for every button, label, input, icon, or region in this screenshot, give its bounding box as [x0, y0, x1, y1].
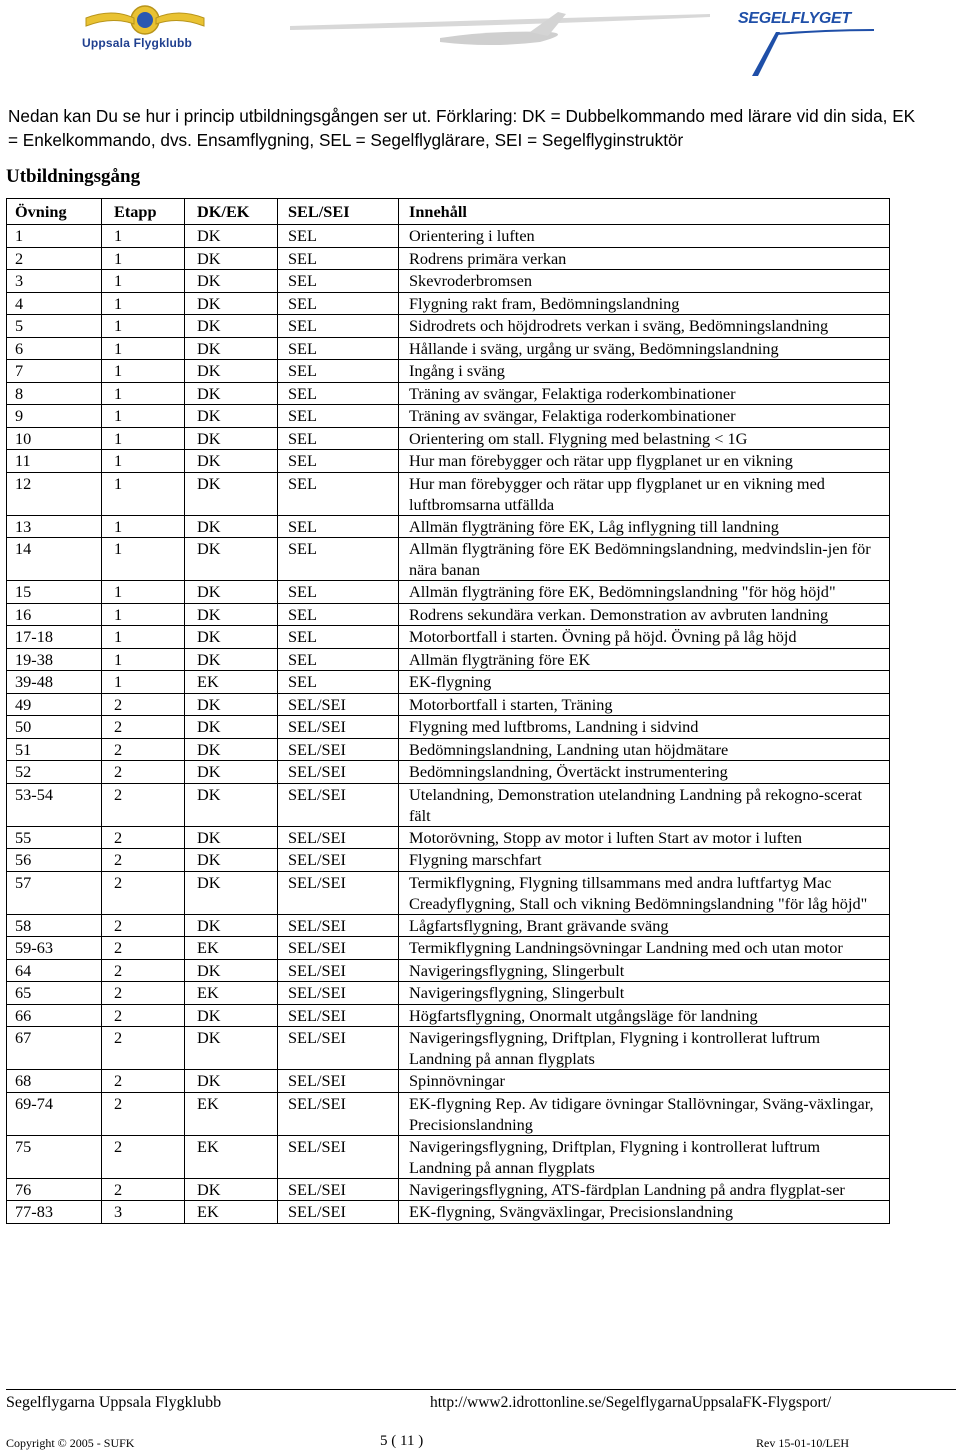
cell-selsei: SEL: [278, 671, 399, 694]
cell-innehall: Orientering i luften: [399, 225, 890, 248]
table-row: [7, 783, 890, 826]
cell-innehall: Navigeringsflygning, Slingerbult: [399, 982, 890, 1005]
cell-innehall: Navigeringsflygning, Driftplan, Flygning i kontrollerat luftrum Landning på annan flygplats: [399, 1135, 890, 1178]
cell-innehall: Bedömningslandning, Övertäckt instrumentering: [399, 761, 890, 784]
cell-ovning: 6: [7, 337, 102, 360]
cell-selsei: SEL: [278, 648, 399, 671]
cell-selsei: SEL: [278, 382, 399, 405]
cell-innehall: Allmän flygträning före EK Bedömningslandning, medvindslin-jen för nära banan: [399, 538, 890, 581]
cell-ovning: 52: [7, 761, 102, 784]
cell-etapp: 1: [102, 382, 185, 405]
uppsala-flygklubb-logo-text: Uppsala Flygklubb: [82, 36, 193, 50]
cell-dkek: DK: [185, 337, 278, 360]
cell-ovning: 57: [7, 871, 102, 914]
cell-ovning: 64: [7, 959, 102, 982]
cell-selsei: SEL: [278, 626, 399, 649]
cell-selsei: SEL/SEI: [278, 783, 399, 826]
cell-ovning: 49: [7, 693, 102, 716]
cell-ovning: 65: [7, 982, 102, 1005]
cell-dkek: DK: [185, 783, 278, 826]
table-row: [7, 1178, 890, 1201]
table-row: [7, 603, 890, 626]
cell-selsei: SEL/SEI: [278, 693, 399, 716]
cell-innehall: Rodrens sekundära verkan. Demonstration av avbruten landning: [399, 603, 890, 626]
cell-dkek: DK: [185, 1027, 278, 1070]
cell-innehall: Hållande i sväng, urgång ur sväng, Bedömningslandning: [399, 337, 890, 360]
cell-selsei: SEL: [278, 538, 399, 581]
cell-ovning: 55: [7, 826, 102, 849]
cell-ovning: 17-18: [7, 626, 102, 649]
cell-dkek: EK: [185, 1092, 278, 1135]
cell-dkek: DK: [185, 826, 278, 849]
cell-innehall: Termikflygning Landningsövningar Landning med och utan motor: [399, 937, 890, 960]
cell-innehall: Sidrodrets och höjdrodrets verkan i sväng, Bedömningslandning: [399, 315, 890, 338]
table-header-row: [7, 199, 890, 225]
cell-etapp: 3: [102, 1201, 185, 1224]
cell-selsei: SEL: [278, 247, 399, 270]
cell-innehall: Motorövning, Stopp av motor i luften Start av motor i luften: [399, 826, 890, 849]
cell-selsei: SEL/SEI: [278, 937, 399, 960]
cell-ovning: 11: [7, 450, 102, 473]
intro-text: Nedan kan Du se hur i princip utbildningsgången ser ut. Förklaring: DK = Dubbelkommando med lärare vid din sida, EK = Enkelkommando, dvs. Ensamflygning, SEL = Segelflyglärare, SEI = Segelflyginstruktör: [8, 106, 916, 150]
header-etapp: Etapp: [102, 199, 185, 225]
footer-url-link[interactable]: http://www2.idrottonline.se/SegelflygarnaUppsalaFK-Flygsport/: [430, 1394, 832, 1411]
cell-dkek: DK: [185, 1004, 278, 1027]
table-row: [7, 937, 890, 960]
cell-dkek: DK: [185, 360, 278, 383]
cell-selsei: SEL/SEI: [278, 1178, 399, 1201]
cell-etapp: 2: [102, 716, 185, 739]
cell-innehall: Allmän flygträning före EK, Låg inflygning till landning: [399, 515, 890, 538]
cell-etapp: 2: [102, 1135, 185, 1178]
cell-innehall: Motorbortfall i starten. Övning på höjd. Övning på låg höjd: [399, 626, 890, 649]
cell-dkek: EK: [185, 937, 278, 960]
cell-ovning: 51: [7, 738, 102, 761]
cell-innehall: Flygning rakt fram, Bedömningslandning: [399, 292, 890, 315]
cell-selsei: SEL: [278, 225, 399, 248]
table-row: [7, 1092, 890, 1135]
cell-dkek: EK: [185, 671, 278, 694]
cell-selsei: SEL/SEI: [278, 849, 399, 872]
cell-dkek: DK: [185, 716, 278, 739]
cell-dkek: DK: [185, 959, 278, 982]
header-innehall: Innehåll: [399, 199, 890, 225]
cell-ovning: 15: [7, 581, 102, 604]
cell-selsei: SEL: [278, 603, 399, 626]
cell-ovning: 66: [7, 1004, 102, 1027]
table-row: [7, 515, 890, 538]
cell-ovning: 75: [7, 1135, 102, 1178]
cell-etapp: 2: [102, 783, 185, 826]
table-row: [7, 914, 890, 937]
cell-dkek: DK: [185, 1070, 278, 1093]
cell-selsei: SEL: [278, 315, 399, 338]
cell-ovning: 5: [7, 315, 102, 338]
cell-innehall: Rodrens primära verkan: [399, 247, 890, 270]
table-row: [7, 270, 890, 293]
footer-page-number: 5 ( 11 ): [380, 1433, 424, 1449]
table-row: [7, 648, 890, 671]
cell-etapp: 2: [102, 761, 185, 784]
cell-ovning: 10: [7, 427, 102, 450]
cell-ovning: 76: [7, 1178, 102, 1201]
cell-innehall: Allmän flygträning före EK, Bedömningslandning "för hög höjd": [399, 581, 890, 604]
cell-ovning: 69-74: [7, 1092, 102, 1135]
table-row: [7, 959, 890, 982]
cell-selsei: SEL: [278, 515, 399, 538]
cell-selsei: SEL/SEI: [278, 761, 399, 784]
cell-etapp: 2: [102, 1070, 185, 1093]
cell-innehall: Skevroderbromsen: [399, 270, 890, 293]
cell-innehall: Ingång i sväng: [399, 360, 890, 383]
cell-innehall: Termikflygning, Flygning tillsammans med andra luftfartyg Mac Creadyflygning, Stall och vikning Bedömningslandning "för låg höjd": [399, 871, 890, 914]
cell-etapp: 2: [102, 1004, 185, 1027]
cell-innehall: Hur man förebygger och rätar upp flygplanet ur en vikning: [399, 450, 890, 473]
cell-dkek: DK: [185, 225, 278, 248]
cell-ovning: 56: [7, 849, 102, 872]
cell-ovning: 77-83: [7, 1201, 102, 1224]
footer-org: Segelflygarna Uppsala Flygklubb: [6, 1394, 222, 1411]
cell-ovning: 12: [7, 472, 102, 515]
table-row: [7, 761, 890, 784]
glider-icon: [290, 8, 710, 68]
table-row: [7, 292, 890, 315]
cell-dkek: DK: [185, 849, 278, 872]
cell-innehall: Utelandning, Demonstration utelandning Landning på rekogno-scerat fält: [399, 783, 890, 826]
cell-selsei: SEL: [278, 337, 399, 360]
cell-selsei: SEL/SEI: [278, 1070, 399, 1093]
table-row: [7, 693, 890, 716]
cell-etapp: 1: [102, 626, 185, 649]
cell-selsei: SEL/SEI: [278, 826, 399, 849]
cell-etapp: 1: [102, 603, 185, 626]
cell-innehall: Navigeringsflygning, ATS-färdplan Landning på andra flygplat-ser: [399, 1178, 890, 1201]
cell-etapp: 1: [102, 450, 185, 473]
section-title: Utbildningsgång: [6, 166, 141, 187]
cell-ovning: 13: [7, 515, 102, 538]
cell-innehall: Bedömningslandning, Landning utan höjdmätare: [399, 738, 890, 761]
table-row: [7, 225, 890, 248]
cell-dkek: DK: [185, 1178, 278, 1201]
cell-dkek: DK: [185, 270, 278, 293]
cell-etapp: 1: [102, 581, 185, 604]
cell-etapp: 2: [102, 959, 185, 982]
cell-etapp: 2: [102, 914, 185, 937]
cell-etapp: 2: [102, 982, 185, 1005]
cell-ovning: 7: [7, 360, 102, 383]
table-row: [7, 716, 890, 739]
cell-ovning: 19-38: [7, 648, 102, 671]
cell-selsei: SEL: [278, 450, 399, 473]
cell-innehall: EK-flygning: [399, 671, 890, 694]
table-row: [7, 849, 890, 872]
cell-selsei: SEL/SEI: [278, 914, 399, 937]
cell-ovning: 4: [7, 292, 102, 315]
cell-dkek: DK: [185, 515, 278, 538]
cell-ovning: 3: [7, 270, 102, 293]
cell-selsei: SEL/SEI: [278, 982, 399, 1005]
cell-dkek: EK: [185, 982, 278, 1005]
table-row: [7, 247, 890, 270]
table-row: [7, 581, 890, 604]
table-row: [7, 315, 890, 338]
cell-dkek: DK: [185, 871, 278, 914]
cell-innehall: Högfartsflygning, Onormalt utgångsläge för landning: [399, 1004, 890, 1027]
footer-copyright: Copyright © 2005 - SUFK: [6, 1436, 135, 1450]
table-row: [7, 1135, 890, 1178]
cell-ovning: 8: [7, 382, 102, 405]
cell-dkek: DK: [185, 648, 278, 671]
cell-selsei: SEL/SEI: [278, 738, 399, 761]
cell-dkek: DK: [185, 603, 278, 626]
cell-ovning: 67: [7, 1027, 102, 1070]
cell-etapp: 1: [102, 538, 185, 581]
header-selsei: SEL/SEI: [278, 199, 399, 225]
cell-innehall: EK-flygning, Svängväxlingar, Precisionslandning: [399, 1201, 890, 1224]
table-row: [7, 538, 890, 581]
table-row: [7, 982, 890, 1005]
segelflyget-logo-text: SEGELFLYGET: [738, 10, 851, 27]
cell-etapp: 2: [102, 1092, 185, 1135]
cell-etapp: 2: [102, 849, 185, 872]
cell-ovning: 39-48: [7, 671, 102, 694]
cell-selsei: SEL/SEI: [278, 1135, 399, 1178]
cell-selsei: SEL/SEI: [278, 871, 399, 914]
cell-dkek: DK: [185, 581, 278, 604]
cell-selsei: SEL/SEI: [278, 1027, 399, 1070]
cell-etapp: 2: [102, 1027, 185, 1070]
cell-innehall: Spinnövningar: [399, 1070, 890, 1093]
cell-ovning: 59-63: [7, 937, 102, 960]
table-row: [7, 472, 890, 515]
cell-innehall: Navigeringsflygning, Slingerbult: [399, 959, 890, 982]
table-row: [7, 738, 890, 761]
table-row: [7, 1201, 890, 1224]
cell-etapp: 2: [102, 693, 185, 716]
table-row: [7, 626, 890, 649]
cell-innehall: Träning av svängar, Felaktiga roderkombinationer: [399, 405, 890, 428]
cell-etapp: 1: [102, 315, 185, 338]
cell-innehall: Träning av svängar, Felaktiga roderkombinationer: [399, 382, 890, 405]
cell-dkek: EK: [185, 1201, 278, 1224]
cell-selsei: SEL: [278, 427, 399, 450]
cell-dkek: DK: [185, 538, 278, 581]
cell-selsei: SEL/SEI: [278, 1201, 399, 1224]
cell-selsei: SEL/SEI: [278, 1004, 399, 1027]
cell-dkek: DK: [185, 315, 278, 338]
cell-etapp: 1: [102, 360, 185, 383]
cell-etapp: 1: [102, 337, 185, 360]
cell-dkek: DK: [185, 693, 278, 716]
cell-etapp: 1: [102, 515, 185, 538]
table-row: [7, 871, 890, 914]
table-row: [7, 337, 890, 360]
cell-selsei: SEL: [278, 472, 399, 515]
cell-selsei: SEL/SEI: [278, 716, 399, 739]
cell-dkek: DK: [185, 292, 278, 315]
cell-dkek: DK: [185, 761, 278, 784]
cell-selsei: SEL: [278, 581, 399, 604]
cell-etapp: 1: [102, 671, 185, 694]
cell-etapp: 1: [102, 405, 185, 428]
table-row: [7, 427, 890, 450]
cell-ovning: 2: [7, 247, 102, 270]
cell-selsei: SEL: [278, 292, 399, 315]
cell-etapp: 1: [102, 292, 185, 315]
cell-dkek: DK: [185, 247, 278, 270]
cell-etapp: 2: [102, 826, 185, 849]
cell-etapp: 2: [102, 1178, 185, 1201]
cell-etapp: 2: [102, 738, 185, 761]
table-row: [7, 1004, 890, 1027]
cell-selsei: SEL: [278, 270, 399, 293]
cell-ovning: 50: [7, 716, 102, 739]
cell-ovning: 16: [7, 603, 102, 626]
table-row: [7, 405, 890, 428]
cell-etapp: 1: [102, 648, 185, 671]
cell-innehall: Motorbortfall i starten, Träning: [399, 693, 890, 716]
cell-dkek: DK: [185, 472, 278, 515]
cell-ovning: 58: [7, 914, 102, 937]
cell-etapp: 1: [102, 225, 185, 248]
cell-selsei: SEL/SEI: [278, 959, 399, 982]
cell-etapp: 2: [102, 937, 185, 960]
cell-dkek: DK: [185, 450, 278, 473]
table-row: [7, 360, 890, 383]
cell-innehall: EK-flygning Rep. Av tidigare övningar Stallövningar, Sväng-växlingar, Precisionslandning: [399, 1092, 890, 1135]
cell-ovning: 9: [7, 405, 102, 428]
cell-innehall: Navigeringsflygning, Driftplan, Flygning i kontrollerat luftrum Landning på annan flygplats: [399, 1027, 890, 1070]
cell-innehall: Hur man förebygger och rätar upp flygplanet ur en vikning med luftbromsarna utfällda: [399, 472, 890, 515]
cell-dkek: DK: [185, 427, 278, 450]
footer-revision: Rev 15-01-10/LEH: [756, 1436, 849, 1450]
table-row: [7, 1070, 890, 1093]
footer-divider: [6, 1389, 956, 1390]
cell-innehall: Flygning med luftbroms, Landning i sidvind: [399, 716, 890, 739]
cell-dkek: DK: [185, 738, 278, 761]
cell-dkek: DK: [185, 626, 278, 649]
cell-ovning: 53-54: [7, 783, 102, 826]
table-row: [7, 382, 890, 405]
cell-innehall: Allmän flygträning före EK: [399, 648, 890, 671]
cell-dkek: DK: [185, 382, 278, 405]
cell-dkek: DK: [185, 405, 278, 428]
page-header: [0, 0, 960, 88]
table-row: [7, 671, 890, 694]
cell-etapp: 1: [102, 472, 185, 515]
table-row: [7, 826, 890, 849]
table-row: [7, 1027, 890, 1070]
cell-dkek: EK: [185, 1135, 278, 1178]
header-dkek: DK/EK: [185, 199, 278, 225]
cell-etapp: 2: [102, 871, 185, 914]
cell-selsei: SEL/SEI: [278, 1092, 399, 1135]
header-ovning: Övning: [7, 199, 102, 225]
training-table: [6, 198, 890, 1224]
cell-innehall: Flygning marschfart: [399, 849, 890, 872]
cell-ovning: 14: [7, 538, 102, 581]
cell-selsei: SEL: [278, 405, 399, 428]
cell-selsei: SEL: [278, 360, 399, 383]
cell-innehall: Lågfartsflygning, Brant grävande sväng: [399, 914, 890, 937]
cell-innehall: Orientering om stall. Flygning med belastning < 1G: [399, 427, 890, 450]
cell-ovning: 1: [7, 225, 102, 248]
cell-etapp: 1: [102, 427, 185, 450]
cell-ovning: 68: [7, 1070, 102, 1093]
cell-etapp: 1: [102, 270, 185, 293]
cell-dkek: DK: [185, 914, 278, 937]
cell-etapp: 1: [102, 247, 185, 270]
table-row: [7, 450, 890, 473]
